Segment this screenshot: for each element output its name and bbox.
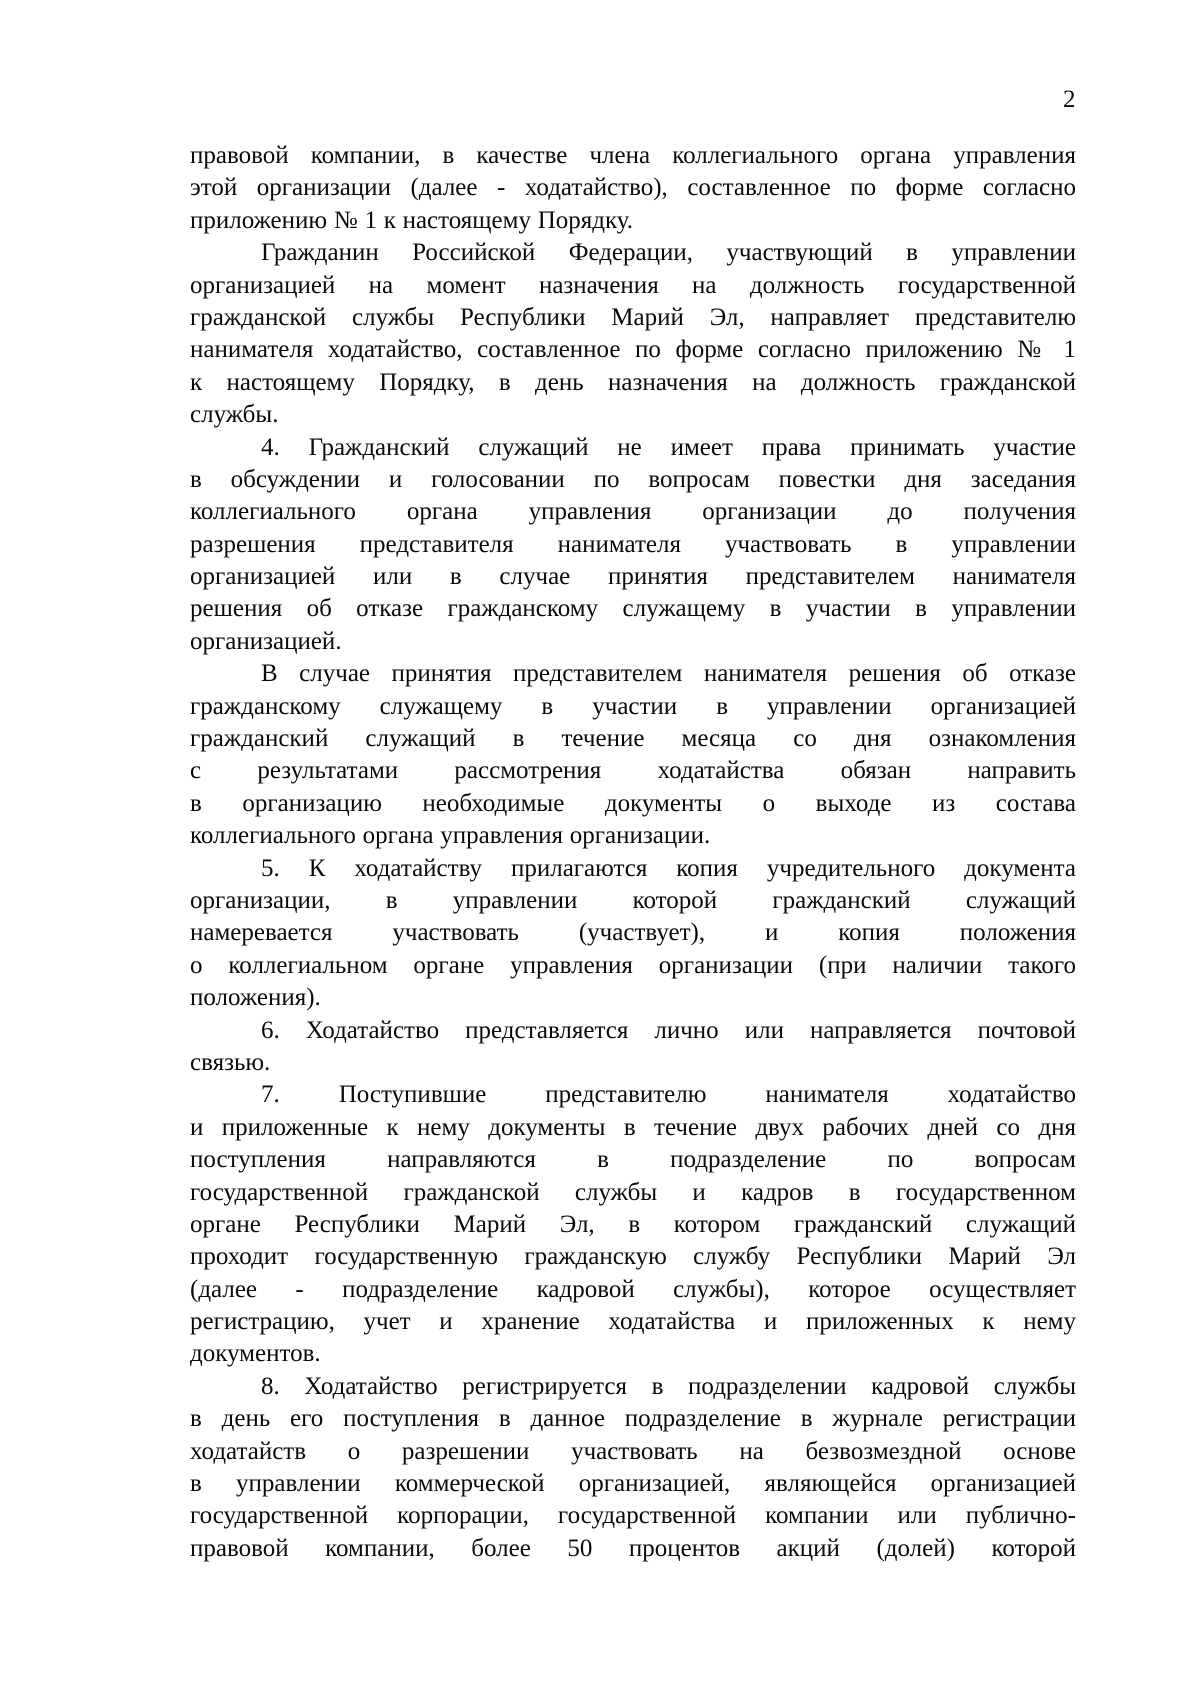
text-line: разрешения представителя нанимателя участвовать в управлении (190, 530, 1076, 558)
text-line: документов. (190, 1340, 321, 1368)
paragraph (190, 1015, 1076, 1080)
text-line: поступления направляются в подразделение по вопросам (190, 1146, 1076, 1174)
paragraph (190, 853, 1076, 1015)
text-line: 8. Ходатайство регистрируется в подразделении кадровой службы (261, 1372, 1076, 1400)
text-line: с результатами рассмотрения ходатайства обязан направить (190, 757, 1076, 785)
text-line: и приложенные к нему документы в течение двух рабочих дней со дня (190, 1113, 1076, 1141)
text-line: положения). (190, 984, 321, 1012)
text-line: правовой компании, в качестве члена коллегиального органа управления (190, 142, 1076, 169)
text-line: правовой компании, более 50 процентов акций (долей) которой (190, 1534, 1076, 1562)
paragraph (190, 1079, 1076, 1371)
text-line: нанимателя ходатайство, составленное по форме согласно приложению № 1 (190, 336, 1076, 364)
text-line: органе Республики Марий Эл, в котором гражданский служащий (190, 1210, 1076, 1238)
text-line: в обсуждении и голосовании по вопросам повестки дня заседания (190, 465, 1076, 493)
text-line: гражданский служащий в течение месяца со дня ознакомления (190, 725, 1076, 753)
text-line: Гражданин Российской Федерации, участвующий в управлении (261, 239, 1076, 267)
page-number: 2 (1063, 86, 1076, 113)
text-line: гражданскому служащему в участии в управлении организацией (190, 692, 1076, 720)
text-line: (далее - подразделение кадровой службы), которое осуществляет (190, 1275, 1076, 1303)
text-line: ходатайств о разрешении участвовать на безвозмездной основе (190, 1437, 1076, 1465)
text-line: коллегиального органа управления организации до получения (190, 498, 1076, 526)
text-line: организации, в управлении которой гражданский служащий (190, 886, 1076, 914)
paragraph (190, 237, 1076, 431)
page-content (190, 84, 1076, 1565)
paragraph (190, 432, 1076, 659)
paragraph (190, 658, 1076, 852)
text-line: приложению № 1 к настоящему Порядку. (190, 206, 634, 234)
text-line: государственной корпорации, государственной компании или публично- (190, 1502, 1076, 1530)
text-line: 5. К ходатайству прилагаются копия учредительного документа (261, 854, 1076, 882)
text-line: 6. Ходатайство представляется лично или направляется почтовой (261, 1016, 1076, 1044)
text-body (190, 140, 1076, 1565)
text-line: В случае принятия представителем нанимателя решения об отказе (261, 660, 1076, 688)
text-line: намеревается участвовать (участвует), и копия положения (190, 919, 1076, 947)
paragraph (190, 1371, 1076, 1565)
text-line: в управлении коммерческой организацией, являющейся организацией (190, 1470, 1076, 1498)
text-line: в организацию необходимые документы о выходе из состава (190, 789, 1076, 817)
text-line: 4. Гражданский служащий не имеет права принимать участие (261, 433, 1076, 461)
text-line: решения об отказе гражданскому служащему в участии в управлении (190, 595, 1076, 623)
paragraph (190, 140, 1076, 237)
text-line: организацией или в случае принятия представителем нанимателя (190, 563, 1076, 591)
text-line: 7. Поступившие представителю нанимателя ходатайство (261, 1081, 1076, 1109)
text-line: организацией на момент назначения на должность государственной (190, 271, 1076, 299)
text-line: к настоящему Порядку, в день назначения на должность гражданской (190, 368, 1076, 396)
text-line: регистрацию, учет и хранение ходатайства и приложенных к нему (190, 1308, 1076, 1336)
text-line: гражданской службы Республики Марий Эл, направляет представителю (190, 303, 1076, 331)
text-line: государственной гражданской службы и кадров в государственном (190, 1178, 1076, 1206)
text-line: в день его поступления в данное подразделение в журнале регистрации (190, 1405, 1076, 1433)
text-line: о коллегиальном органе управления организации (при наличии такого (190, 951, 1076, 979)
text-line: этой организации (далее - ходатайство), составленное по форме согласно (190, 174, 1076, 202)
text-line: организацией. (190, 627, 342, 655)
text-line: проходит государственную гражданскую службу Республики Марий Эл (190, 1243, 1076, 1271)
text-line: коллегиального органа управления организации. (190, 822, 711, 850)
text-line: связью. (190, 1048, 271, 1076)
text-line: службы. (190, 401, 279, 429)
